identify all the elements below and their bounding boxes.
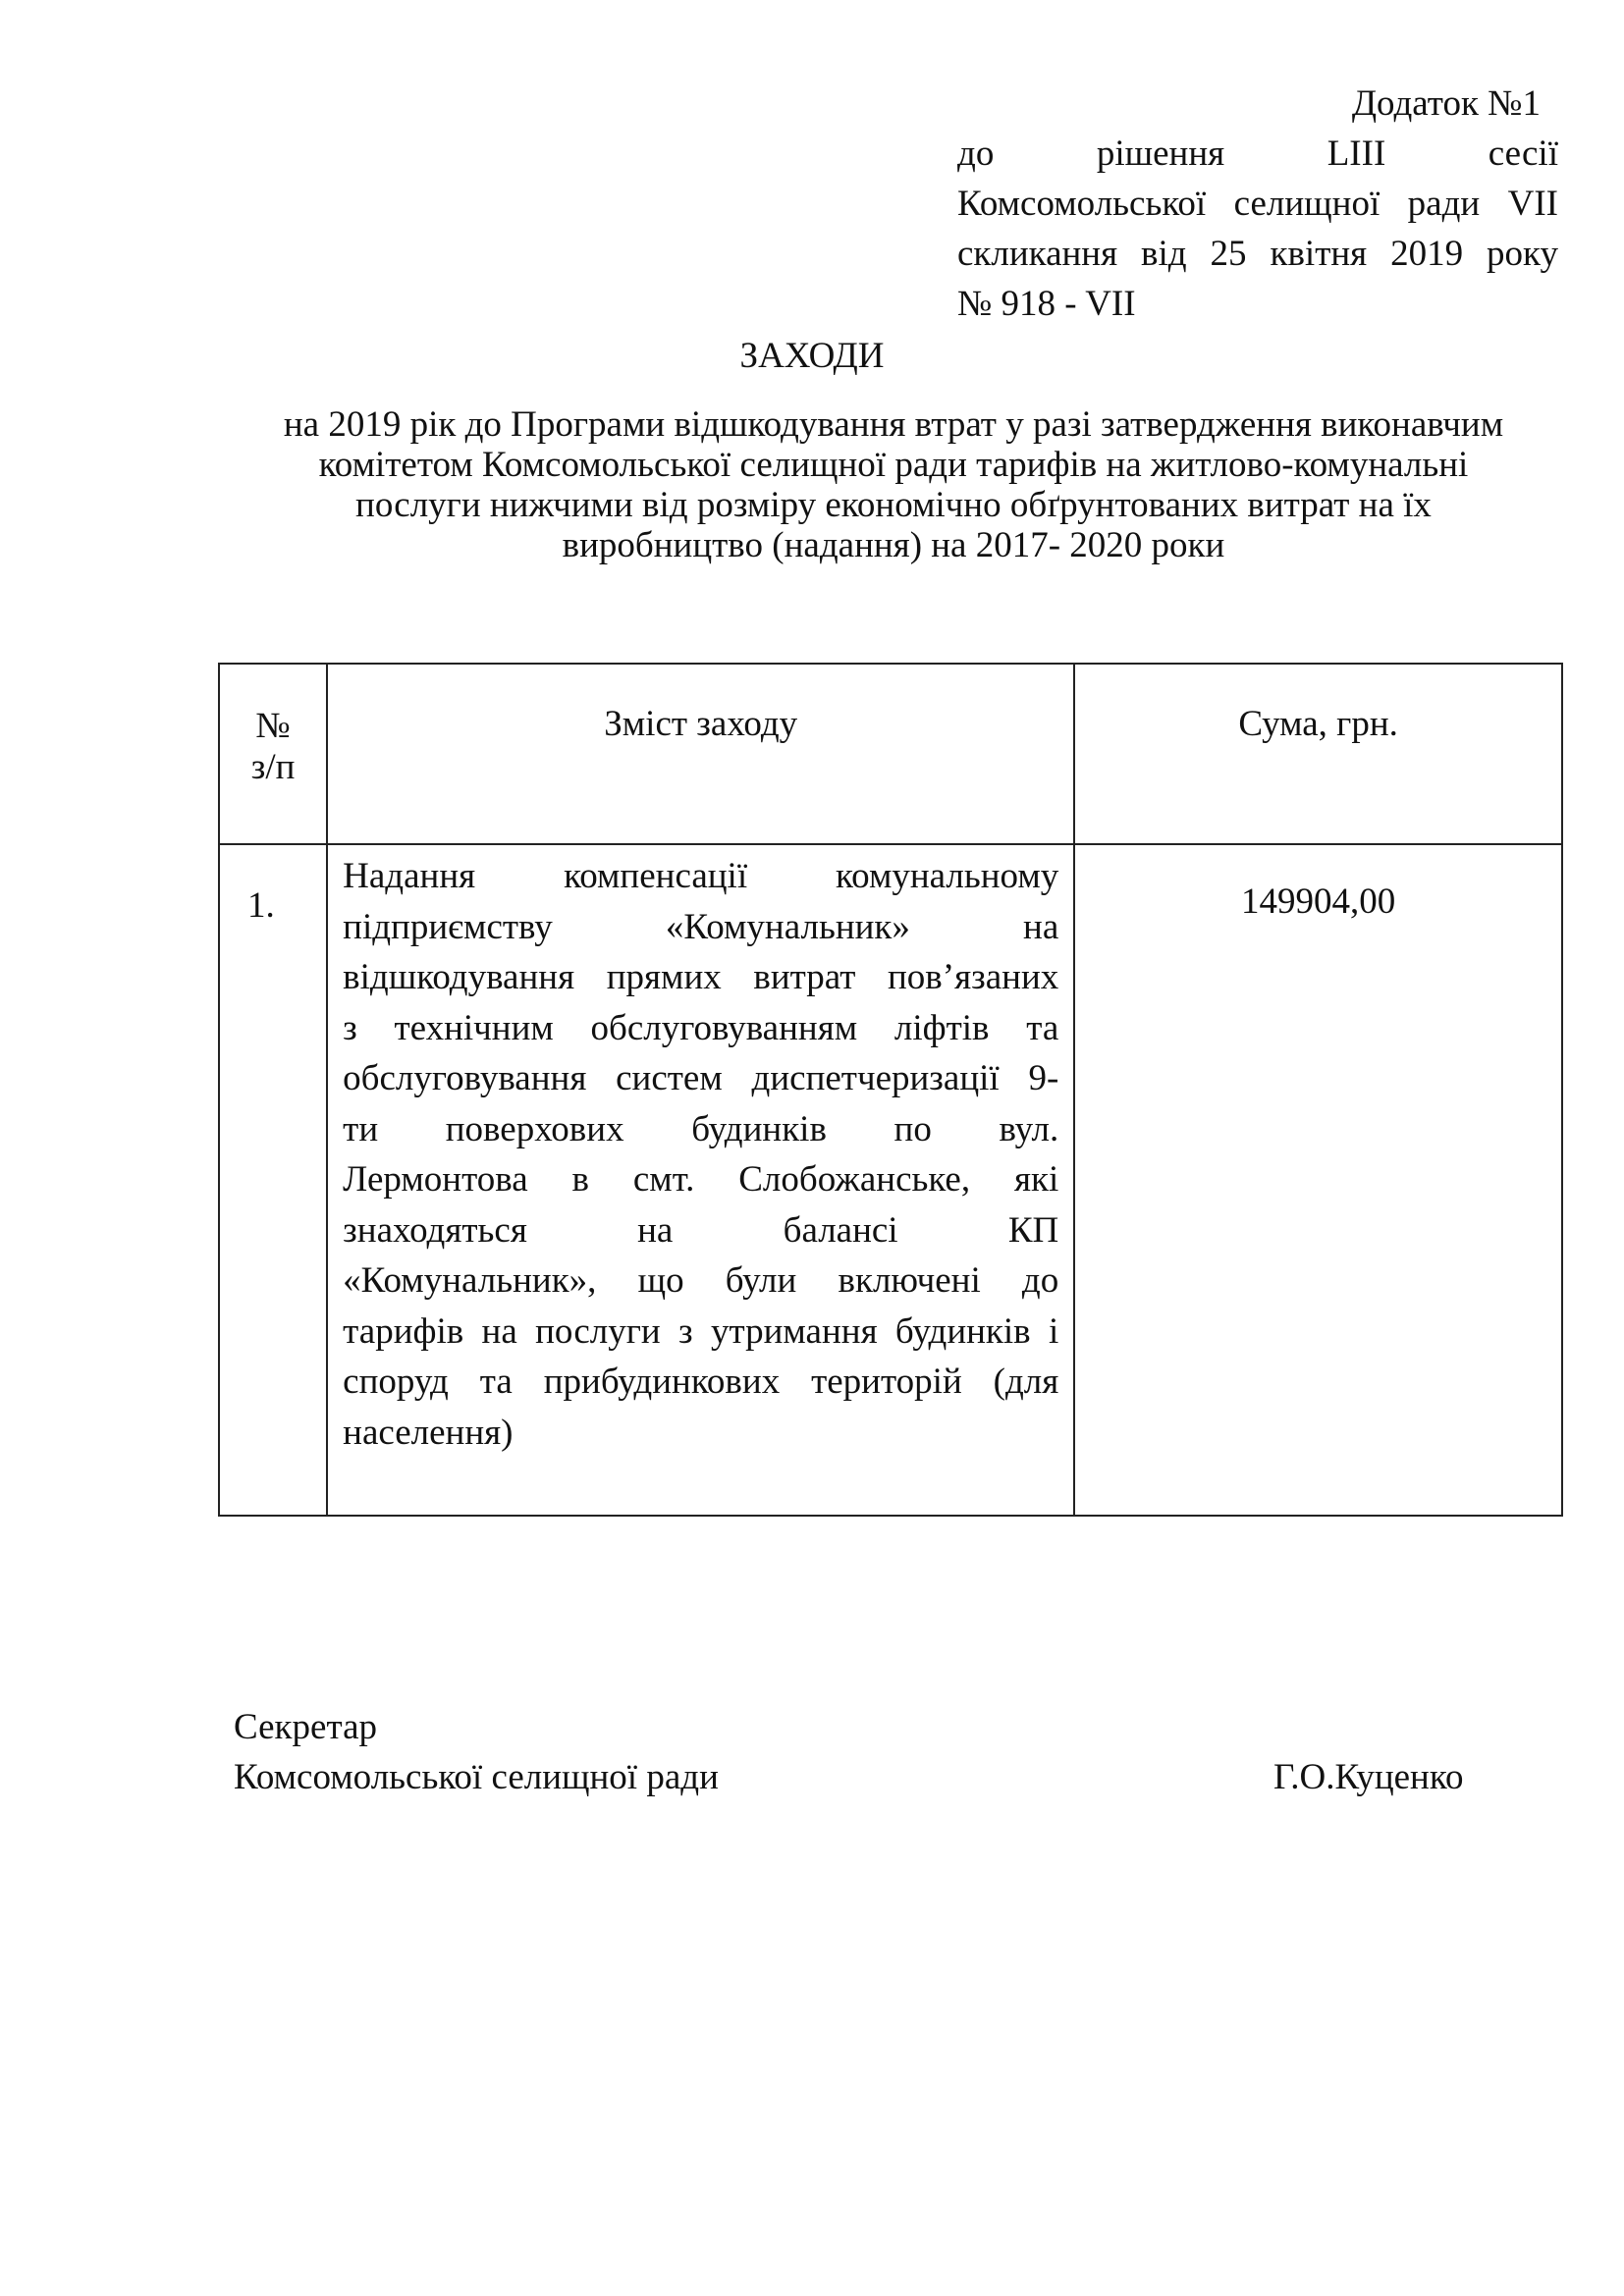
document-title: ЗАХОДИ [739, 336, 885, 376]
header-description: Зміст заходу [327, 664, 1074, 844]
table-header-row [219, 664, 1562, 844]
description-line: тарифів на послуги з утримання будинків і [343, 1310, 1059, 1352]
measures-table [218, 663, 1563, 1517]
signer-name: Г.О.Куценко [1273, 1757, 1464, 1797]
subtitle-line-1: на 2019 рік до Програми відшкодування втрат у разі затвердження виконавчим [283, 404, 1504, 445]
description-last-line: населення) [343, 1412, 514, 1453]
description-line: ти поверхових будинків по вул. [343, 1108, 1059, 1149]
description-line: споруд та прибудинкових територій (для [343, 1362, 1059, 1402]
description-line: знаходяться на балансі КП [343, 1209, 1059, 1251]
table-row [219, 844, 1562, 1516]
subtitle-line-2: комітетом Комсомольської селищної ради тарифів на житлово-комунальні [318, 445, 1469, 485]
subtitle-line-3: послуги нижчими від розміру економічно обґрунтованих витрат на їх [355, 485, 1432, 525]
description-line: відшкодування прямих витрат пов’язаних [343, 957, 1059, 997]
appendix-line-3: скликання від 25 квітня 2019 року [957, 234, 1558, 274]
row-number: 1. [219, 844, 327, 1516]
appendix-reference [957, 79, 1558, 329]
header-number-line-1: № [255, 706, 291, 746]
appendix-title: Додаток №1 [1351, 83, 1541, 124]
signature-position-line-1: Секретар [234, 1707, 377, 1747]
appendix-line-2: Комсомольської селищної ради VII [957, 184, 1558, 224]
document-subtitle [216, 404, 1571, 565]
header-number-line-2: з/п [250, 747, 296, 787]
appendix-line-1: до рішення LIII сесії [957, 133, 1558, 174]
signature-position [234, 1702, 719, 1802]
description-line: «Комунальник», що були включені до [343, 1260, 1059, 1301]
description-line: з технічним обслуговуванням ліфтів та [343, 1007, 1059, 1048]
signature-position-line-2: Комсомольської селищної ради [234, 1757, 719, 1797]
appendix-decision-number: № 918 - VII [957, 284, 1136, 324]
description-line: підприємству «Комунальник» на [343, 906, 1059, 947]
description-line: обслуговування систем диспетчеризації 9- [343, 1058, 1059, 1098]
header-sum: Сума, грн. [1074, 664, 1562, 844]
row-sum: 149904,00 [1074, 844, 1562, 1516]
row-description [327, 844, 1074, 1516]
subtitle-line-4: виробництво (надання) на 2017- 2020 роки [562, 525, 1225, 565]
header-number [219, 664, 327, 844]
description-line: Лермонтова в смт. Слобожанське, які [343, 1159, 1059, 1200]
description-line: Надання компенсації комунальному [343, 856, 1059, 896]
